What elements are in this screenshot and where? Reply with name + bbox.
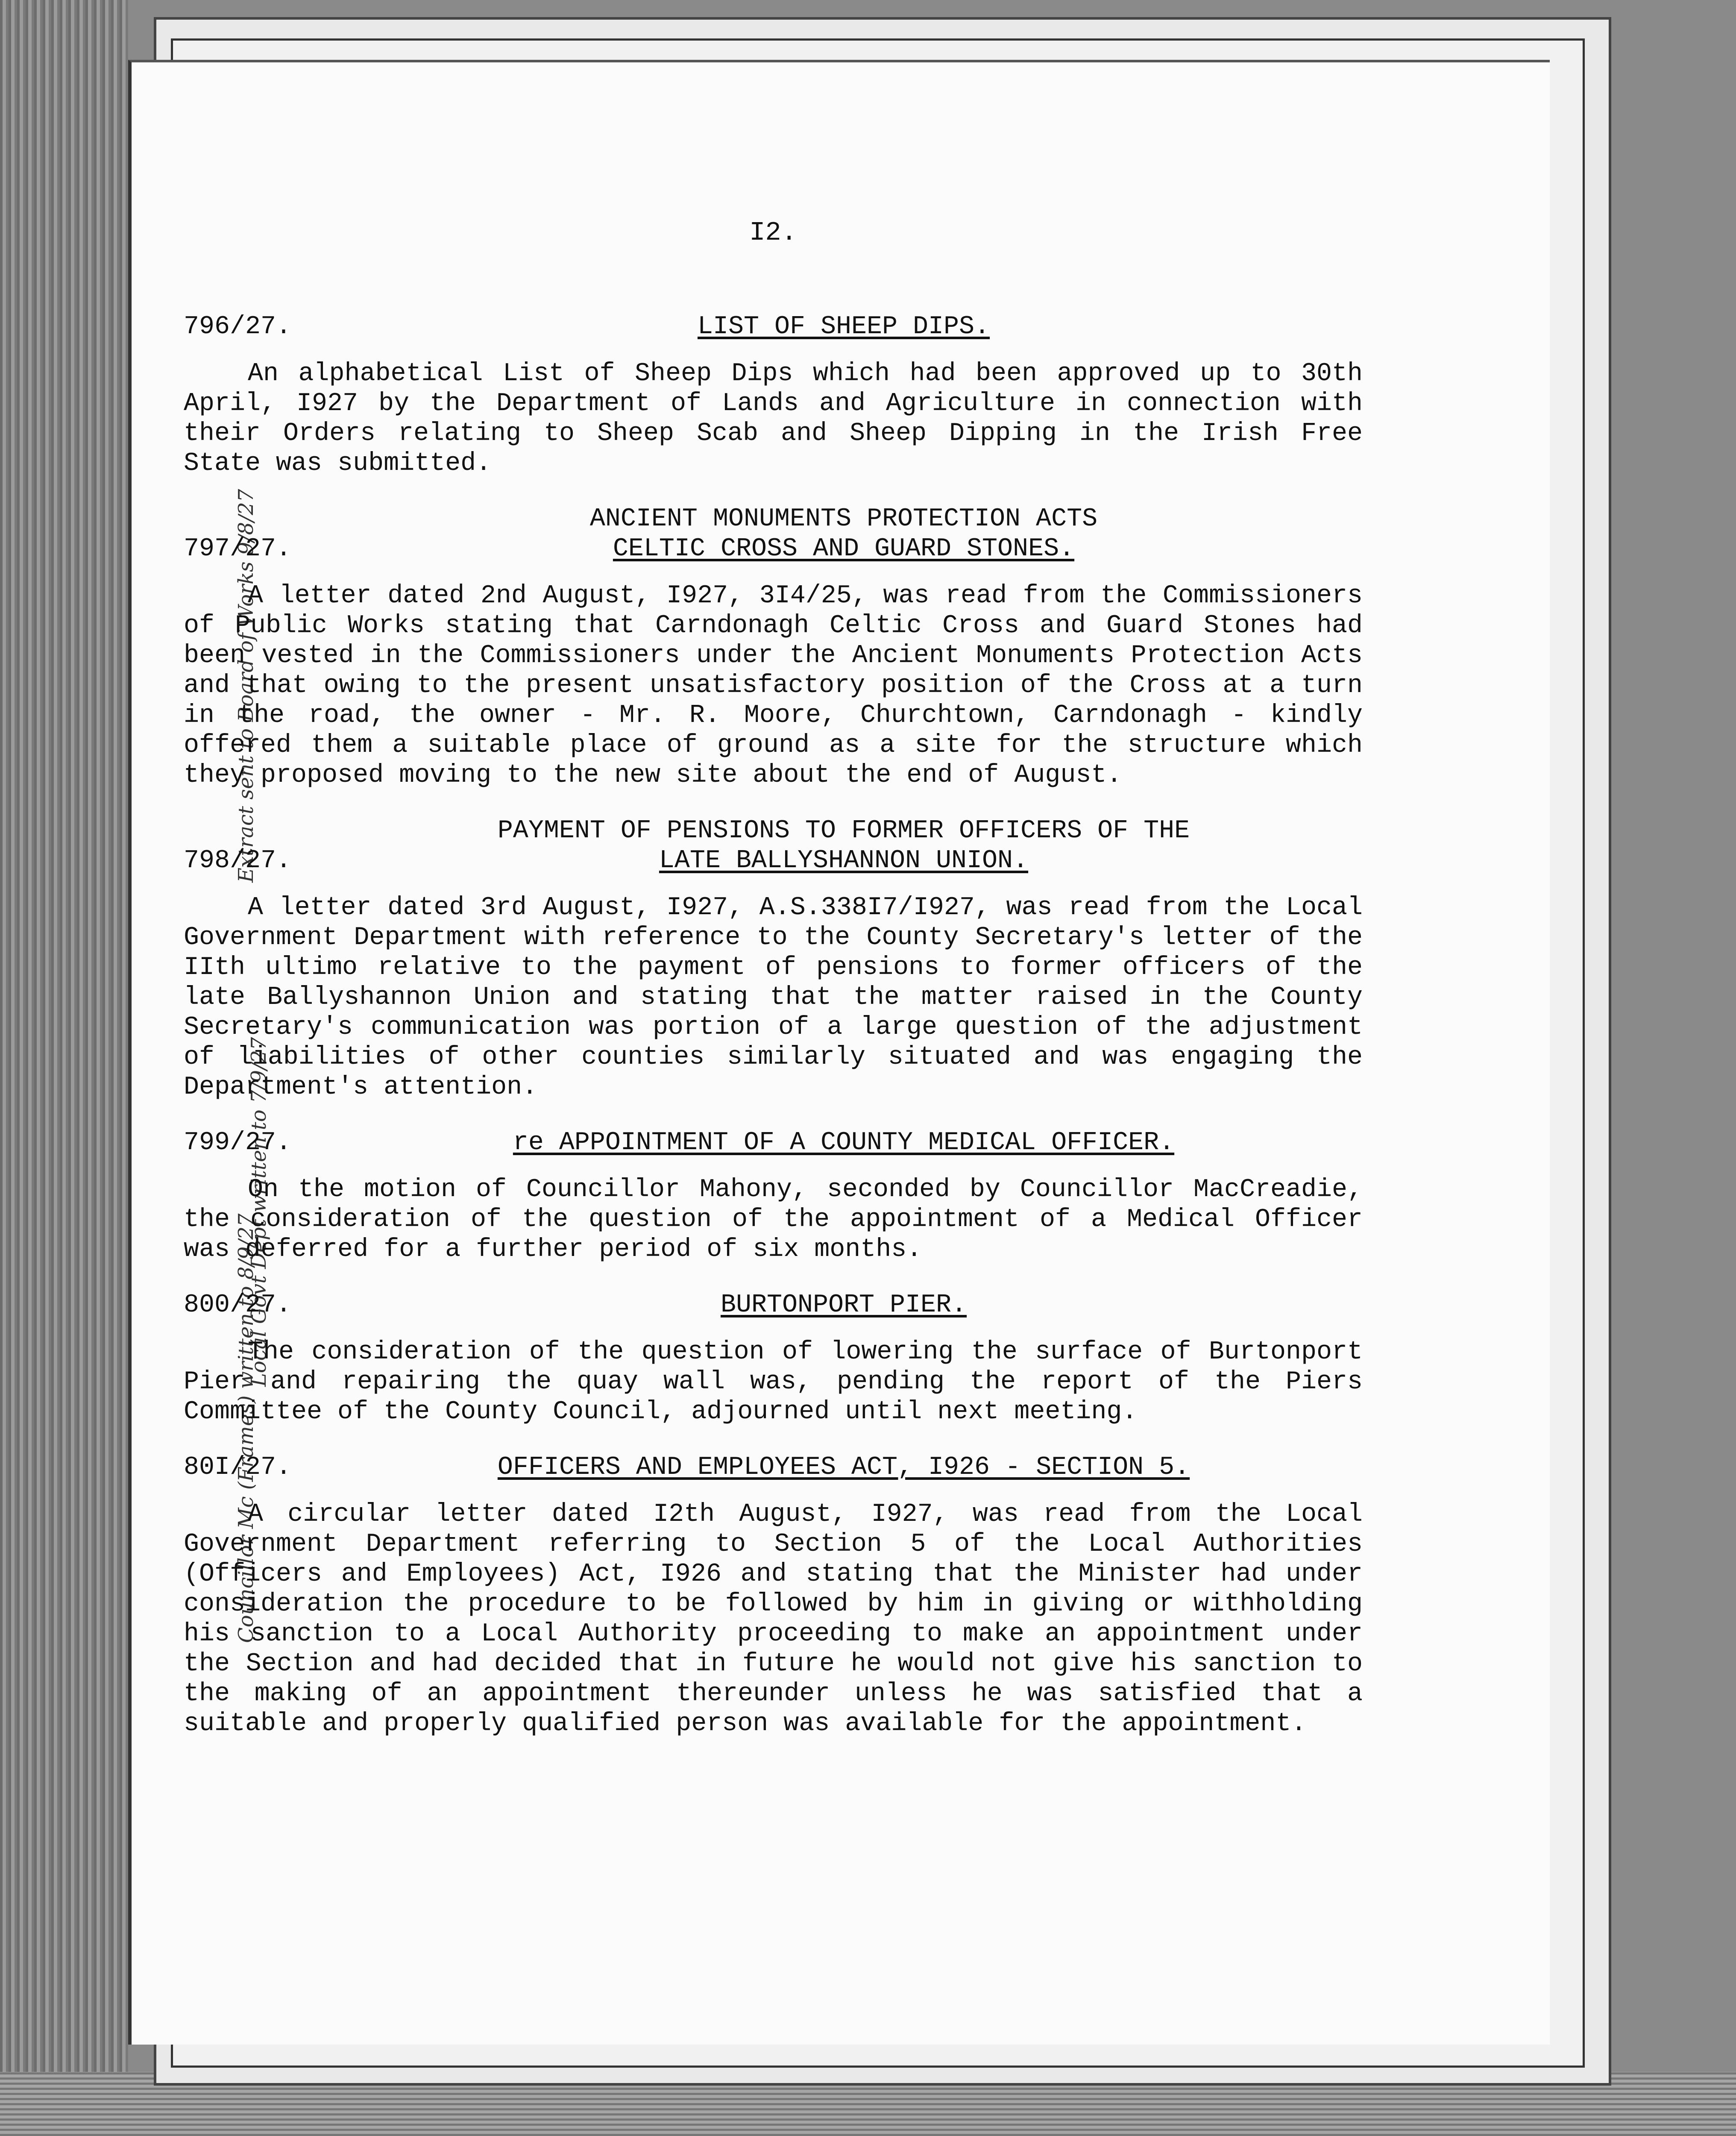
- title-line: LIST OF SHEEP DIPS.: [697, 312, 990, 341]
- section-heading: [184, 1290, 1363, 1320]
- handwritten-margin-note: Extract sent to Board of Works 9/8/27: [234, 489, 258, 883]
- section-title: [325, 1128, 1363, 1158]
- minute-number: 798/27.: [184, 846, 292, 875]
- title-line: OFFICERS AND EMPLOYEES ACT, I926 - SECTION 5.: [497, 1453, 1190, 1482]
- minute-section: [184, 1128, 1363, 1265]
- minute-section: [184, 1290, 1363, 1427]
- handwritten-margin-note: Councillor Mc (Frames) written to 8/9/27: [234, 1213, 258, 1643]
- minute-section: [184, 1452, 1363, 1739]
- section-heading: [184, 1452, 1363, 1482]
- section-title: [325, 1452, 1363, 1482]
- scan-left-edge: [0, 0, 128, 2136]
- title-line: re APPOINTMENT OF A COUNTY MEDICAL OFFICER.: [513, 1128, 1175, 1157]
- minute-section: [184, 816, 1363, 1102]
- title-line: CELTIC CROSS AND GUARD STONES.: [613, 534, 1075, 563]
- minute-number: 800/27.: [184, 1291, 292, 1320]
- section-heading: [184, 312, 1363, 342]
- section-heading: [184, 816, 1363, 876]
- section-body: The consideration of the question of lowering the surface of Burtonport Pier and repairing the quay wall was, pending the report of the Piers Committee of the County Council, adjourned until next meeting.: [184, 1338, 1363, 1426]
- title-line: PAYMENT OF PENSIONS TO FORMER OFFICERS OF THE: [497, 816, 1190, 845]
- minute-number: 796/27.: [184, 312, 292, 341]
- section-body: An alphabetical List of Sheep Dips which had been approved up to 30th April, I927 by the Department of Lands and Agriculture in connection with their Orders relating to Sheep Scab and Sheep Dipping in the Irish Free State was submitted.: [184, 359, 1363, 478]
- section-heading: [184, 1128, 1363, 1158]
- section-heading: [184, 504, 1363, 564]
- title-line: ANCIENT MONUMENTS PROTECTION ACTS: [589, 505, 1098, 534]
- section-body: A letter dated 2nd August, I927, 3I4/25, was read from the Commissioners of Public Works stating that Carndonagh Celtic Cross and Guard Stones had been vested in the Commissioners under the Ancient Monuments Protection Acts and that owing to the present unsatisfactory position of the Cross at a turn in the road, the owner - Mr. R. Moore, Churchtown, Carndonagh - kindly offered them a suitable place of ground as a site for the structure which they proposed moving to the new site about the end of August.: [184, 581, 1363, 790]
- title-line: BURTONPORT PIER.: [720, 1291, 967, 1320]
- title-line: LATE BALLYSHANNON UNION.: [659, 846, 1029, 875]
- document-body: [184, 111, 1363, 1764]
- minute-number: 797/27.: [184, 534, 292, 563]
- handwritten-margin-note: Local Govt Dept written to 7/9/27: [247, 1037, 271, 1387]
- section-title: [325, 1290, 1363, 1320]
- page-number: I2.: [749, 217, 797, 248]
- section-title: [325, 816, 1363, 876]
- section-title: [325, 312, 1363, 342]
- section-body: A circular letter dated I2th August, I927, was read from the Local Government Department referring to Section 5 of the Local Authorities (Officers and Employees) Act, I926 and stating that the Minister had under consideration the procedure to be followed by him in giving or withholding his sanction to a Local Authority proceeding to make an appointment under the Section and had decided that in future he would not give his sanction to the making of an appointment thereunder unless he was satisfied that a suitable and properly qualified person was available for the appointment.: [184, 1500, 1363, 1738]
- section-body: A letter dated 3rd August, I927, A.S.338I7/I927, was read from the Local Government Department with reference to the County Secretary's letter of the IIth ultimo relative to the payment of pensions to former officers of the late Ballyshannon Union and stating that the matter raised in the County Secretary's communication was portion of a large question of the adjustment of liabilities of other counties similarly situated and was engaging the Department's attention.: [184, 893, 1363, 1102]
- minute-number: 799/27.: [184, 1128, 292, 1157]
- minute-section: [184, 504, 1363, 790]
- section-body: On the motion of Councillor Mahony, seconded by Councillor MacCreadie, the consideration of the question of the appointment of a Medical Officer was deferred for a further period of six months.: [184, 1175, 1363, 1264]
- section-title: [325, 504, 1363, 564]
- minute-number: 80I/27.: [184, 1453, 292, 1482]
- minute-section: [184, 312, 1363, 478]
